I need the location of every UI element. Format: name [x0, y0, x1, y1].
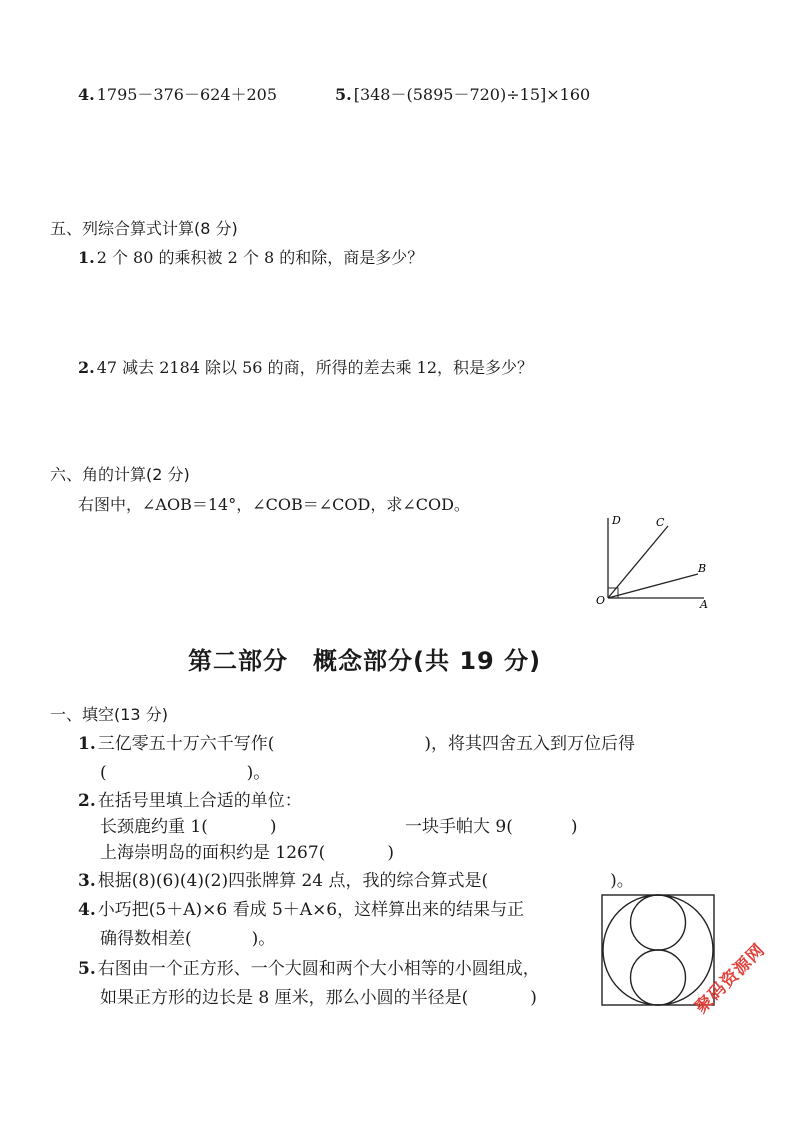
text-segment: 一块手帕大 9(	[405, 817, 513, 837]
fill-question-2-line-1	[100, 812, 277, 837]
section-6-title: 六、角的计算(2 分)	[50, 465, 190, 484]
expression: [348－(5895－720)÷15]×160	[353, 85, 591, 104]
text-segment: )	[387, 843, 394, 863]
text-segment: )。	[246, 763, 271, 783]
label-d: D	[612, 514, 621, 527]
text-segment: 三亿零五十万六千写作(	[97, 734, 275, 754]
fill-question-2-line-1-right	[405, 812, 578, 837]
text-segment: )。	[251, 929, 276, 949]
text-segment: 确得数相差(	[100, 929, 192, 949]
calc-question-4	[78, 82, 277, 105]
question-number: 4.	[78, 85, 95, 104]
fill-question-1-line-2	[100, 758, 270, 783]
fill-in-section-title: 一、填空(13 分)	[50, 705, 168, 724]
text-segment: (	[100, 763, 107, 783]
label-a: A	[700, 598, 708, 611]
question-number: 4.	[78, 900, 96, 920]
ray-oc	[608, 526, 668, 598]
question-text: 2 个 80 的乘积被 2 个 8 的和除，商是多少？	[96, 248, 424, 267]
label-c: C	[656, 516, 665, 529]
fill-question-4-line-2	[100, 924, 275, 949]
text-segment: )	[570, 817, 578, 837]
question-number: 5.	[78, 959, 96, 979]
sec6-text: 右图中，∠AOB＝14°，∠COB＝∠COD，求∠COD。	[78, 495, 470, 514]
fill-question-2-line-2	[100, 838, 394, 863]
text-segment: )	[530, 988, 537, 1008]
question-text: 在括号里填上合适的单位：	[97, 791, 302, 811]
text-segment: 根据(8)(6)(4)(2)四张牌算 24 点，我的综合算式是(	[97, 871, 489, 891]
part-2-title: 第二部分 概念部分(共 19 分)	[188, 647, 542, 675]
text-segment: )，将其四舍五入到万位后得	[424, 734, 636, 754]
question-number: 3.	[78, 871, 96, 891]
small-circle-bottom	[631, 950, 686, 1005]
label-o: O	[596, 594, 606, 607]
text-segment: 小巧把(5＋A)×6 看成 5＋A×6，这样算出来的结果与正	[97, 900, 525, 920]
question-number: 5.	[335, 85, 352, 104]
sec5-question-2	[78, 355, 533, 378]
question-number: 1.	[78, 248, 95, 267]
label-b: B	[698, 562, 707, 575]
small-circle-top	[631, 895, 686, 950]
angle-figure	[592, 510, 722, 615]
text-segment: )。	[610, 871, 634, 891]
text-segment: 右图由一个正方形、一个大圆和两个大小相等的小圆组成，	[97, 959, 540, 979]
text-segment: )	[269, 817, 277, 837]
expression: 1795－376－624＋205	[96, 85, 278, 104]
calc-question-5	[335, 82, 590, 105]
section-5-title: 五、列综合算式计算(8 分)	[50, 219, 238, 238]
fill-question-3	[78, 866, 634, 891]
question-number: 2.	[78, 791, 96, 811]
question-number: 2.	[78, 358, 95, 377]
fill-question-5-line-2	[100, 983, 537, 1008]
text-segment: 如果正方形的边长是 8 厘米，那么小圆的半径是(	[100, 988, 469, 1008]
watermark: 聚码资源网	[691, 939, 770, 1018]
text-segment: 上海崇明岛的面积约是 1267(	[100, 843, 326, 863]
text-segment: 长颈鹿约重 1(	[100, 817, 208, 837]
ray-ob	[608, 574, 698, 598]
question-number: 1.	[78, 734, 96, 754]
fill-question-2	[78, 786, 302, 811]
sec5-question-1	[78, 245, 423, 268]
fill-question-5-line-1	[78, 954, 540, 979]
question-text: 47 减去 2184 除以 56 的商，所得的差去乘 12，积是多少？	[96, 358, 534, 377]
fill-question-1-line-1	[78, 729, 635, 754]
fill-question-4-line-1	[78, 895, 524, 920]
